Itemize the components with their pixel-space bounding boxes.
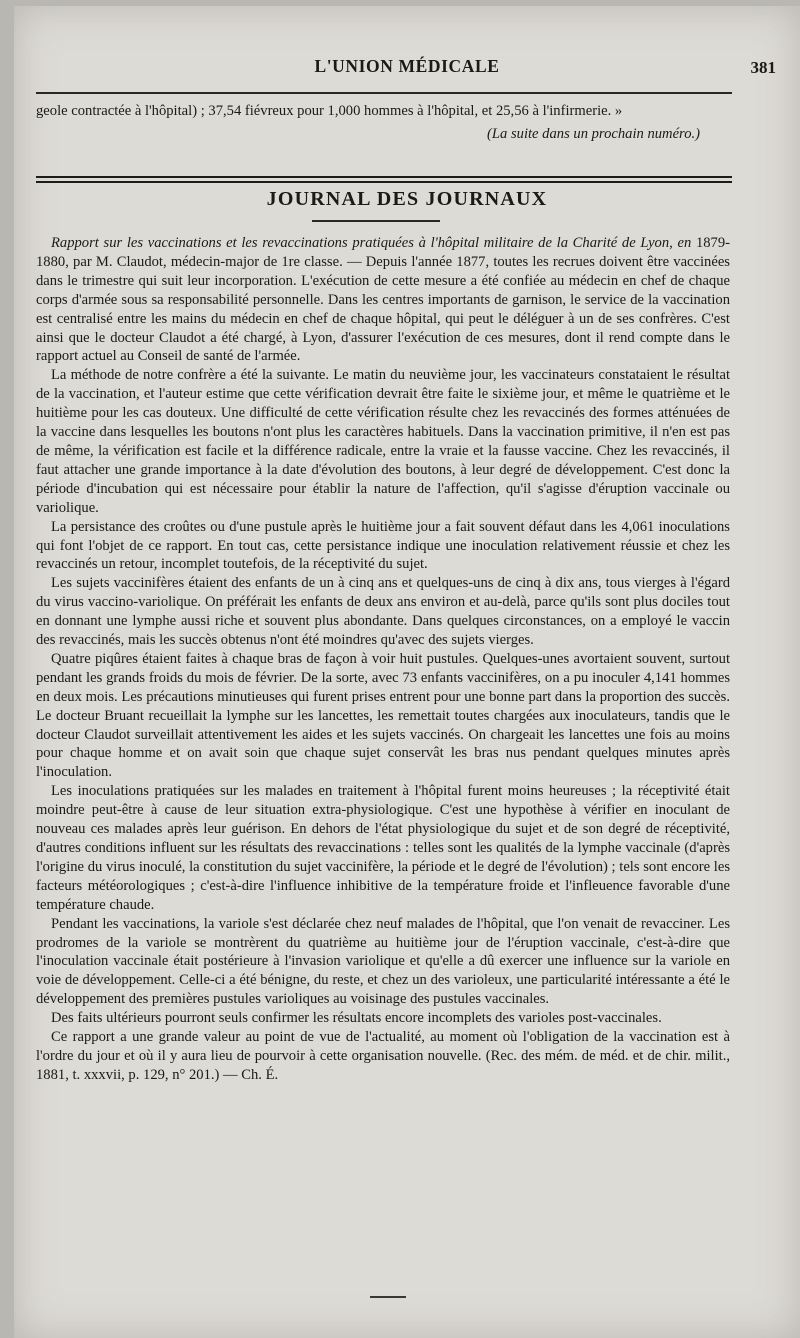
- paragraph: La persistance des croûtes ou d'une pustule après le huitième jour a fait souvent défaut dans les 4,061 inoculations qui font l'objet de ce rapport. En tout cas, cette persistance indique une inoculation relativement réussie et chez les revaccinés un retour, incomplet toutefois, de la réceptivité du sujet.: [36, 518, 730, 573]
- paragraph: Des faits ultérieurs pourront seuls confirmer les résultats encore incomplets des varioles post-vaccinales.: [51, 1010, 662, 1027]
- continuation-note: (La suite dans un prochain numéro.): [487, 125, 700, 142]
- end-rule: [370, 1296, 406, 1298]
- section-divider: [36, 176, 732, 186]
- title-underline: [312, 220, 440, 222]
- article-reference-title: Rapport sur les vaccinations et les revaccinations pratiquées à l'hôpital militaire de la Charité de Lyon, en: [51, 235, 692, 251]
- continuation-text: geole contractée à l'hôpital) ; 37,54 fiévreux pour 1,000 hommes à l'hôpital, et 25,56 à l'infirmerie. »: [36, 103, 623, 119]
- page-number: 381: [750, 58, 776, 77]
- article-intro: [36, 234, 730, 366]
- paragraph: Ce rapport a une grande valeur au point de vue de l'actualité, au moment où l'obligation de la vaccination est à l'ordre du jour et où il y aura lieu de pourvoir à cette organisation nouvelle. (Rec. des mém. de méd. et de chir. milit., 1881, t. xxxvii, p. 129, n° 201.) — Ch. É.: [36, 1029, 730, 1083]
- continuation-block: [36, 102, 730, 144]
- section-title: JOURNAL DES JOURNAUX: [266, 188, 548, 210]
- document-page: [14, 6, 800, 1338]
- page-header: [14, 56, 800, 84]
- paragraph: La méthode de notre confrère a été la suivante. Le matin du neuvième jour, les vaccinateurs constataient le résultat de la vaccination, et l'auteur estime que cette vérification devrait être faite le sixième jour, et même le quatrième et le huitième pour les cas douteux. Une difficulté de cette vérification résulte chez les revaccinés des formes atténuées de la vaccine dans lesquelles les boutons n'ont plus les caractères habituels. Dans la vaccination primitive, il n'en est pas de même, la vérification est facile et la différence radicale, entre la vraie et la fausse vaccine. Chez les revaccinés, il faut attacher une grande importance à la date d'évolution des boutons, à leur degré de développement. C'est donc la période d'incubation qui est nécessaire pour établir la nature de l'affection, qu'il s'agisse d'éruption vaccinale ou variolique.: [36, 367, 730, 516]
- running-title: L'UNION MÉDICALE: [314, 56, 500, 76]
- header-rule: [36, 92, 732, 94]
- paragraph: Les sujets vaccinifères étaient des enfants de un à cinq ans et quelques-uns de cinq à dix ans, tous vierges à l'égard du virus vaccino-variolique. On préférait les enfants de deux ans environ et au-delà, parce qu'ils sont plus dociles tout en donnant une lymphe aussi riche et souvent plus abondante. Dans quelques circonstances, on a employé le vaccin des revaccinés, mais les succès obtenus n'ont été moindres qu'avec des sujets vierges.: [36, 575, 730, 649]
- article-body: [36, 234, 730, 1085]
- paragraph: Pendant les vaccinations, la variole s'est déclarée chez neuf malades de l'hôpital, que l'on venait de revacciner. Les prodromes de la variole se montrèrent du quatrième au huitième jour de l'éruption vaccinale, c'est-à-dire que l'inoculation vaccinale était postérieure à l'invasion variolique et qu'elle a dû exercer une influence sur la variole en voie de développement. Celle-ci a été bénigne, du reste, et chez un des varioleux, une particularité intéressante a été le développement des premières pustules varioliques au voisinage des pustules vaccinales.: [36, 915, 730, 1008]
- article-intro-text: 1879-1880, par M. Claudot, médecin-major de 1re classe. — Depuis l'année 1877, toutes les recrues doivent être vaccinées dans le trimestre qui suit leur incorporation. L'exécution de cette mesure a été confiée au médecin en chef de chaque corps d'armée sous sa responsabilité personnelle. Dans les centres importants de garnison, le service de la vaccination est centralisé entre les mains du médecin en chef de chaque hôpital, qui peut le déléguer à un de ses confrères. C'est ainsi que le docteur Claudot a été chargé, à Lyon, d'assurer l'exécution de ces mesures, dont il rend compte dans le rapport actuel au Conseil de santé de l'armée.: [36, 235, 730, 365]
- paragraph: Les inoculations pratiquées sur les malades en traitement à l'hôpital furent moins heureuses ; la réceptivité était moindre peut-être à cause de leur situation extra-physiologique. C'est une hypothèse à vérifier en inoculant de nouveau ces malades après leur guérison. En dehors de l'état physiologique du sujet et de son degré de réceptivité, d'autres conditions influent sur les résultats des revaccinations : telles sont les qualités de la lymphe vaccinale (d'après l'origine du virus inoculé, la constitution du sujet vaccinifère, la période et le degré de l'évolution) ; tels sont encore les facteurs météorologiques ; c'est-à-dire l'influence inhibitive de la température froide et l'infleuence favorable d'une température chaude.: [36, 783, 730, 913]
- paragraph: Quatre piqûres étaient faites à chaque bras de façon à voir huit pustules. Quelques-unes avortaient souvent, surtout pendant les grands froids du mois de février. De la sorte, avec 73 enfants vaccinifères, on a pu inoculer 4,141 hommes en deux mois. Les précautions minutieuses qui furent prises entrent pour une bonne part dans la proportion des succès. Le docteur Bruant recueillait la lymphe sur les lancettes, les remettait toutes chargées aux inoculateurs, tandis que le docteur Claudot surveillait attentivement les aides et les sujets vaccinés. On chargeait les lancettes une fois au moins pour chaque homme et on avait soin que chaque sujet conservât les bras nus pendant quelques minutes après l'inoculation.: [36, 650, 730, 781]
